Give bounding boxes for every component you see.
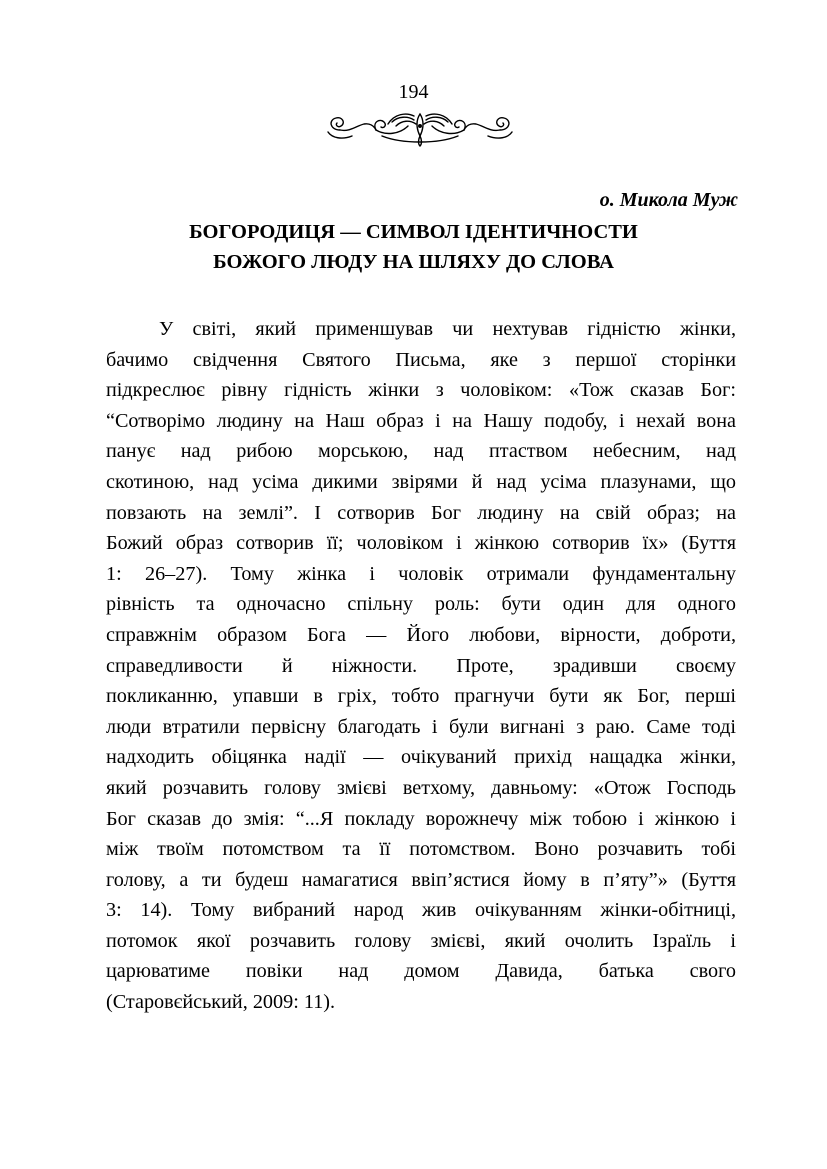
paragraph-line: повзають на землі”. І сотворив Бог людину на свій образ; на bbox=[106, 501, 736, 524]
paragraph-line: голову, а ти будеш намагатися ввіп’ястися йому в п’яту”» (Буття bbox=[106, 868, 736, 891]
paragraph-line: рівність та одночасно спільну роль: бути один для одного bbox=[106, 593, 736, 616]
paragraph-line: (Старовєйський, 2009: 11). bbox=[106, 991, 336, 1014]
paragraph-line: панує над рибою морською, над птаством небесним, над bbox=[106, 440, 736, 463]
paragraph-line: 1: 26–27). Тому жінка і чоловік отримали фундаментальну bbox=[106, 562, 736, 585]
paragraph-line: надходить обіцянка надії — очікуваний прихід нащадка жінки, bbox=[106, 746, 736, 769]
paragraph-line: люди втратили первісну благодать і були вигнані з раю. Саме тоді bbox=[106, 715, 736, 738]
paragraph-line: царюватиме повіки над домом Давида, батька свого bbox=[106, 960, 736, 983]
paragraph-line: підкреслює рівну гідність жінки з чоловіком: «Тож сказав Бог: bbox=[106, 379, 736, 402]
paragraph-line: між твоїм потомством та її потомством. Воно розчавить тобі bbox=[106, 838, 736, 861]
paragraph-line: “Сотворімо людину на Наш образ і на Нашу подобу, і нехай вона bbox=[106, 409, 736, 432]
paragraph-line: Божий образ сотворив її; чоловіком і жінкою сотворив їх» (Буття bbox=[106, 532, 736, 555]
paragraph-line: скотиною, над усіма дикими звірями й над усіма плазунами, що bbox=[106, 470, 736, 493]
article-title bbox=[0, 217, 827, 277]
page-number: 194 bbox=[398, 81, 429, 103]
article-title-line-1: БОГОРОДИЦЯ — СИМВОЛ ІДЕНТИЧНОСТИ bbox=[189, 221, 638, 243]
paragraph-line: потомок якої розчавить голову змієві, який очолить Ізраїль і bbox=[106, 929, 736, 952]
paragraph-line: У світі, який применшував чи нехтував гідністю жінки, bbox=[159, 318, 736, 340]
paragraph-line: бачимо свідчення Святого Письма, яке з першої сторінки bbox=[106, 348, 736, 371]
paragraph-line: 3: 14). Тому вибраний народ жив очікуванням жінки-обітниці, bbox=[106, 899, 736, 922]
body-paragraph bbox=[106, 314, 736, 1018]
author-name: о. Микола Муж bbox=[599, 189, 738, 211]
paragraph-line: який розчавить голову змієві ветхому, давньому: «Отож Господь bbox=[106, 776, 736, 799]
article-title-line-2: БОЖОГО ЛЮДУ НА ШЛЯХУ ДО СЛОВА bbox=[213, 251, 614, 273]
decorative-flourish-divider-icon bbox=[322, 106, 518, 150]
paragraph-line: справжнім образом Бога — Його любови, вірности, доброти, bbox=[106, 623, 736, 646]
paragraph-line: Бог сказав до змія: “...Я покладу ворожнечу між тобою і жінкою і bbox=[106, 807, 736, 830]
paragraph-line: покликанню, упавши в гріх, тобто прагнучи бути як Бог, перші bbox=[106, 685, 736, 708]
paragraph-line: справедливости й ніжности. Проте, зрадивши своєму bbox=[106, 654, 736, 677]
